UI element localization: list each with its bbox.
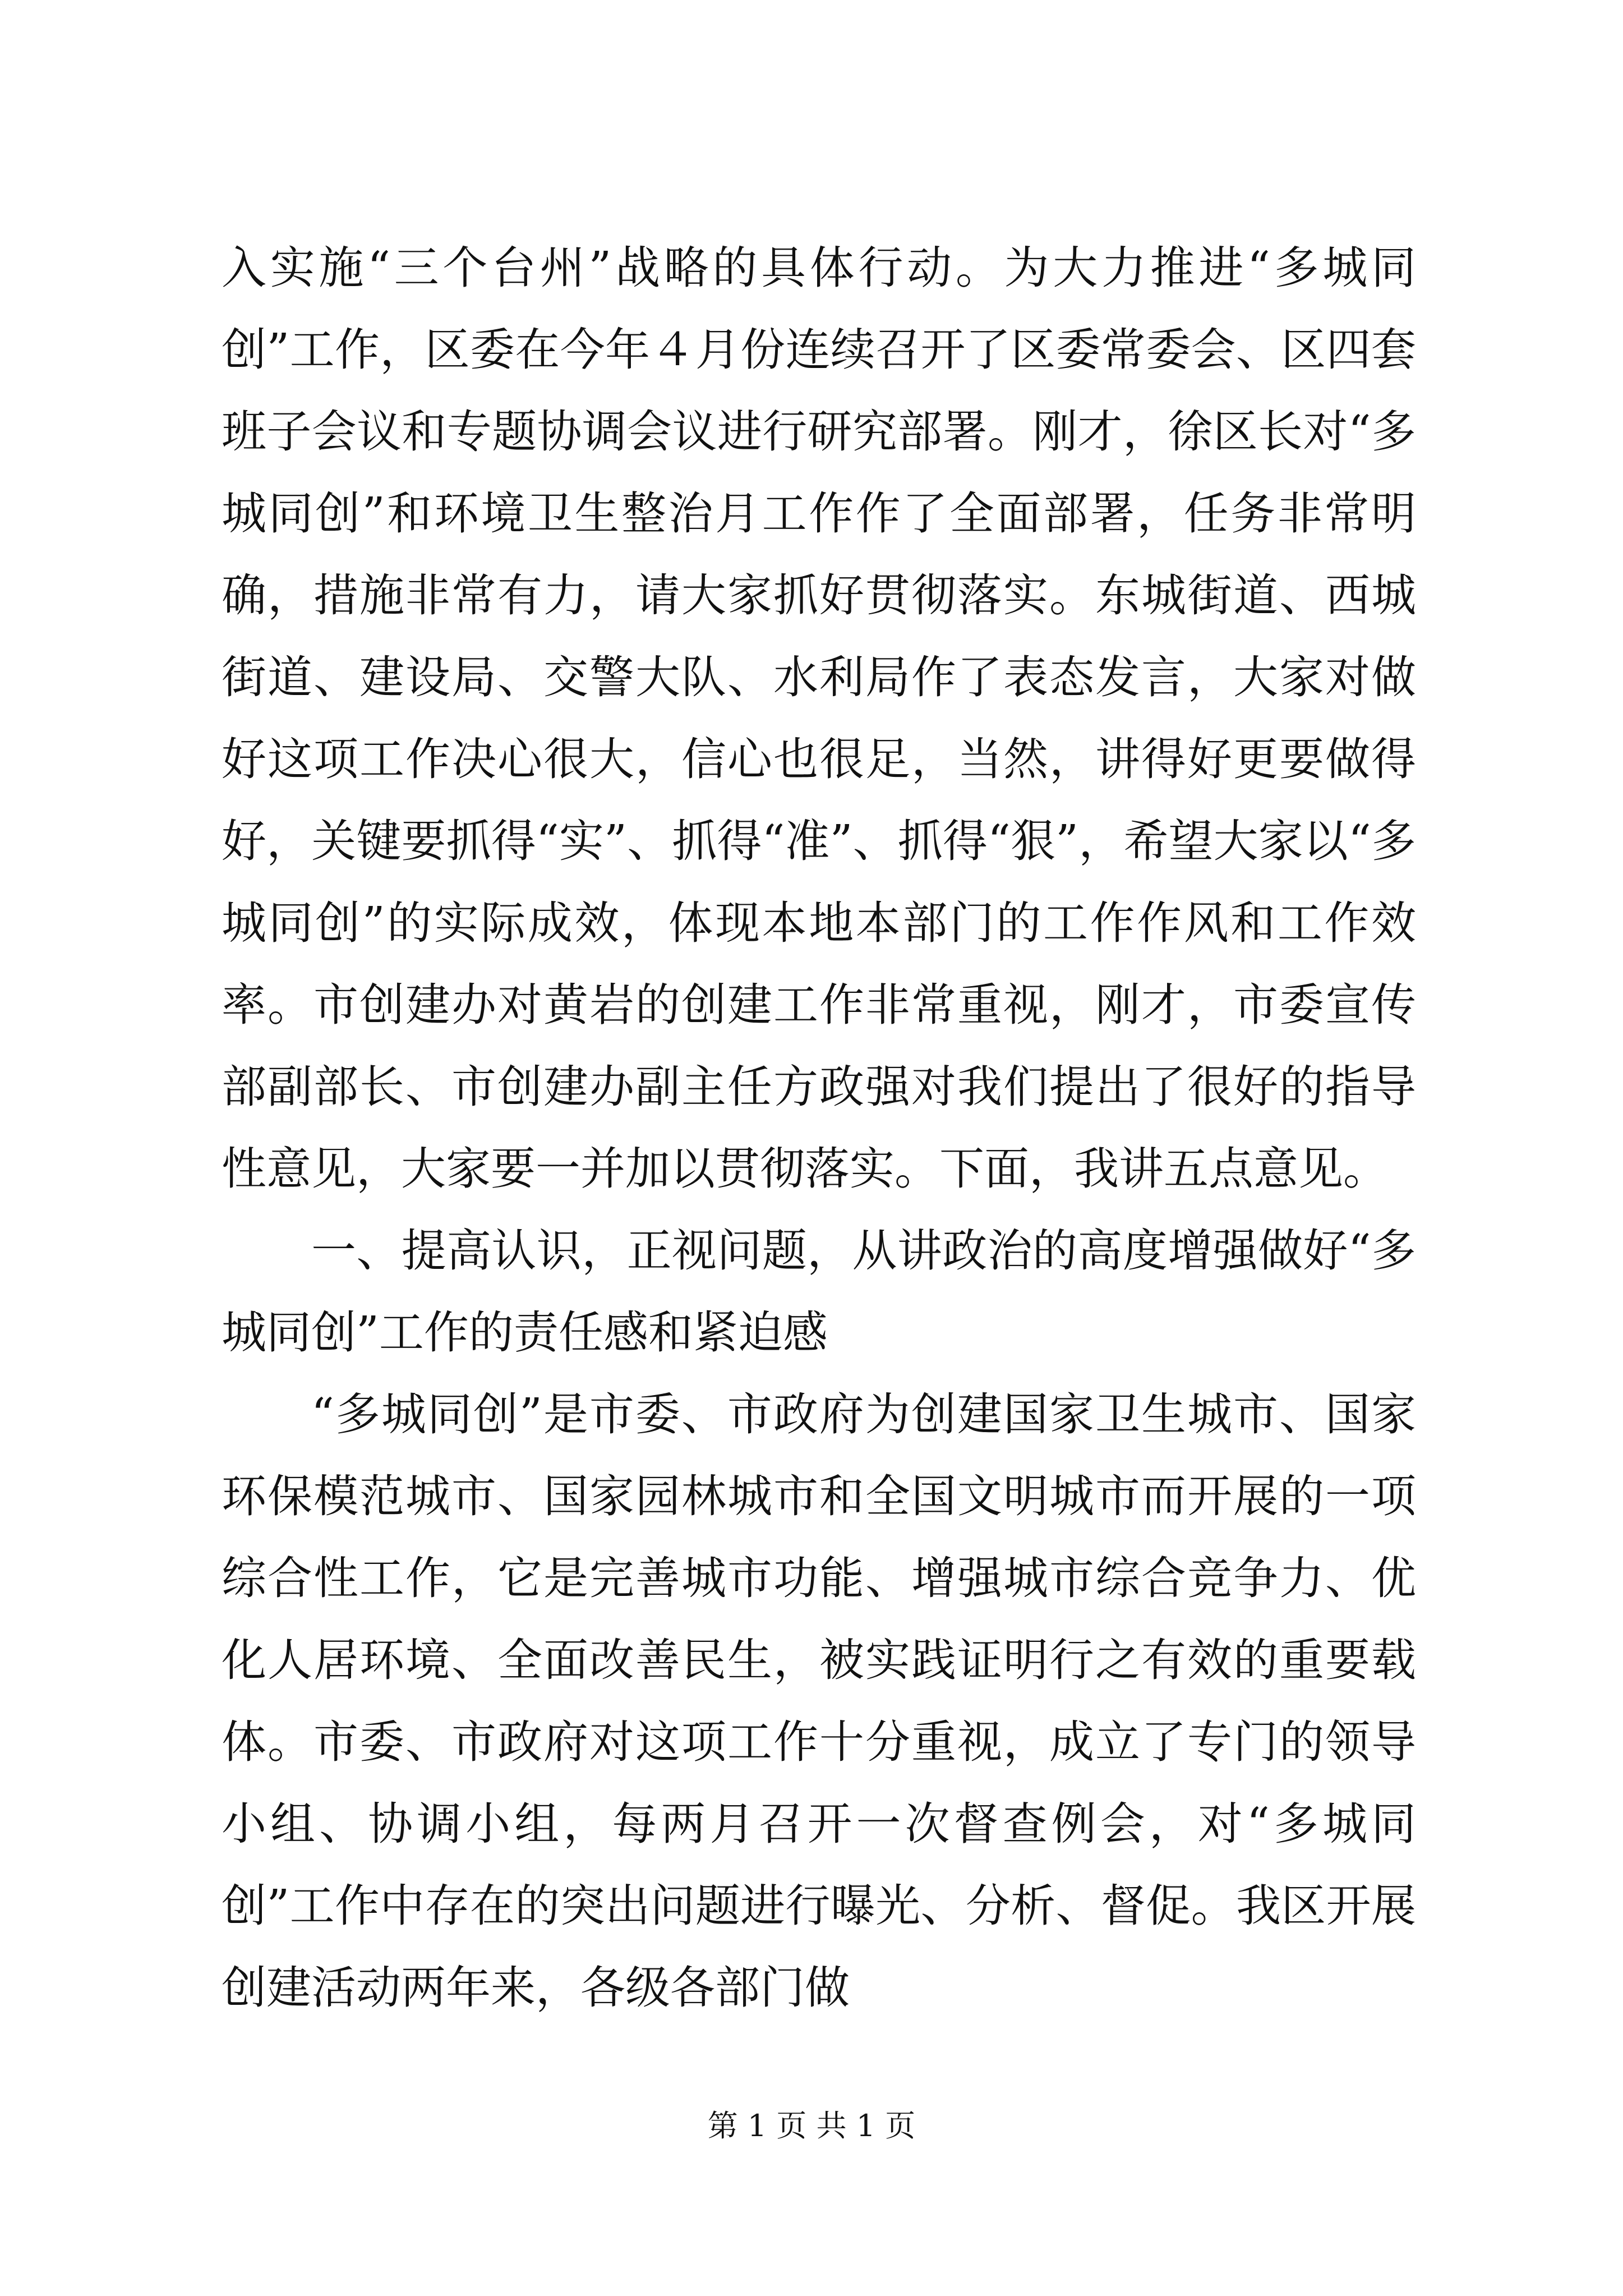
- page-number-label: 第 1 页 共 1 页: [707, 2108, 916, 2143]
- page-footer: [0, 2106, 1623, 2146]
- section-heading: 一、提高认识，正视问题，从讲政治的高度增强做好“多城同创”工作的责任感和紧迫感: [222, 1225, 1416, 1359]
- document-body: [222, 227, 1416, 2029]
- paragraph-continuation: 入实施“三个台州”战略的具体行动。为大力推进“多城同创”工作，区委在今年４月份连续召开了区委常委会、区四套班子会议和专题协调会议进行研究部署。刚才，徐区长对“多城同创”和环境卫生整治月工作作了全面部署，任务非常明确，措施非常有力，请大家抓好贯彻落实。东城街道、西城街道、建设局、交警大队、水利局作了表态发言，大家对做好这项工作决心很大，信心也很足，当然，讲得好更要做得好，关键要抓得“实”、抓得“准”、抓得“狠”，希望大家以“多城同创”的实际成效，体现本地本部门的工作作风和工作效率。市创建办对黄岩的创建工作非常重视，刚才，市委宣传部副部长、市创建办副主任方政强对我们提出了很好的指导性意见，大家要一并加以贯彻落实。下面，我讲五点意见。: [222, 242, 1416, 1195]
- paragraph-body: “多城同创”是市委、市政府为创建国家卫生城市、国家环保模范城市、国家园林城市和全国文明城市而开展的一项综合性工作，它是完善城市功能、增强城市综合竞争力、优化人居环境、全面改善民生，被实践证明行之有效的重要载体。市委、市政府对这项工作十分重视，成立了专门的领导小组、协调小组，每两月召开一次督查例会，对“多城同创”工作中存在的突出问题进行曝光、分析、督促。我区开展创建活动两年来，各级各部门做: [222, 1388, 1416, 2014]
